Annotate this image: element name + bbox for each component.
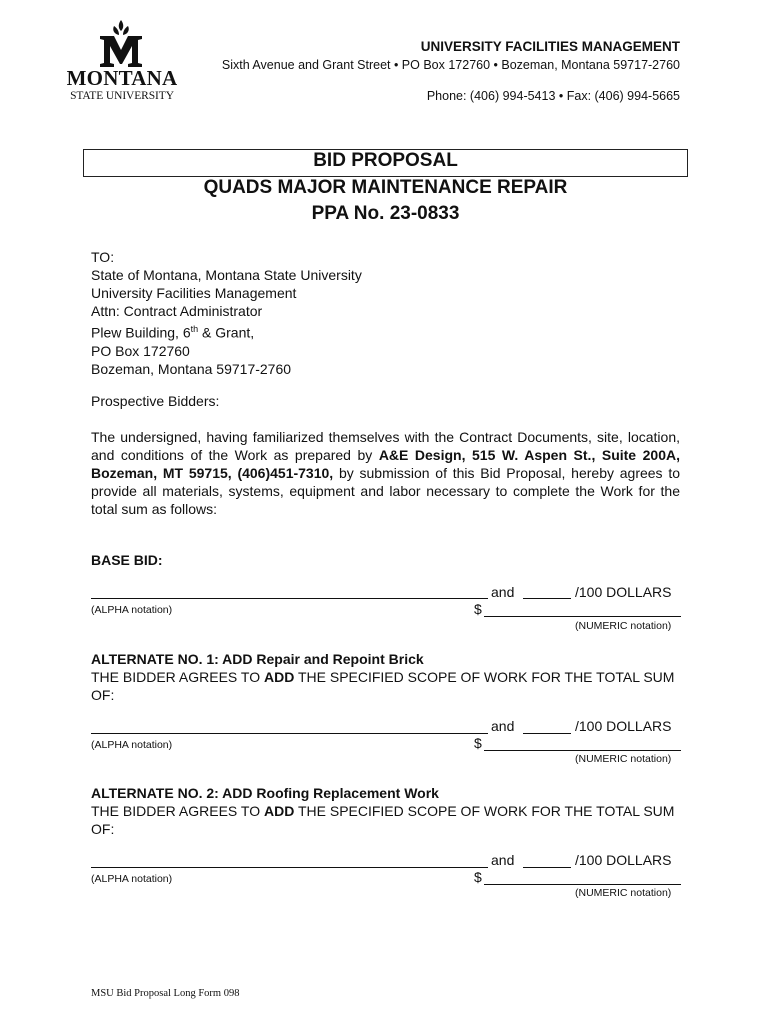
alternate-1-numeric-field[interactable] — [484, 750, 681, 751]
recipient-line: State of Montana, Montana State University — [91, 267, 362, 283]
logo-wordmark-state-university: STATE UNIVERSITY — [70, 90, 174, 102]
dollar-sign: $ — [474, 735, 482, 751]
alpha-notation-label: (ALPHA notation) — [91, 873, 173, 885]
recipient-line: PO Box 172760 — [91, 342, 190, 359]
agreement-paragraph: The undersigned, having familiarized themselves with the Contract Documents, site, location, and conditions of the Work as prepared by A&E Design, 515 W. Aspen St., Suite 200A, Bozeman, MT 59715, (406)451-7310, by submission of this Bid Proposal, hereby agrees to provide all materials, systems, equipment and labor necessary to complete the Work for the total sum as follows: — [91, 429, 680, 517]
base-bid-alpha-field[interactable] — [91, 598, 488, 599]
alternate-1-cents-field[interactable] — [523, 733, 571, 734]
alpha-notation-label: (ALPHA notation) — [91, 604, 173, 616]
numeric-notation-label: (NUMERIC notation) — [575, 753, 672, 765]
dollars-label: /100 DOLLARS — [575, 852, 672, 868]
dollars-label: /100 DOLLARS — [575, 584, 672, 600]
alternate-2-numeric-field[interactable] — [484, 884, 681, 885]
dollar-sign: $ — [474, 869, 482, 885]
base-bid-heading: BASE BID: — [91, 552, 163, 568]
to-label: TO: — [91, 249, 115, 265]
department-name: UNIVERSITY FACILITIES MANAGEMENT — [420, 39, 680, 54]
base-bid-cents-field[interactable] — [523, 598, 571, 599]
numeric-notation-label: (NUMERIC notation) — [575, 620, 672, 632]
and-label: and — [491, 584, 515, 600]
logo-wordmark-montana: MONTANA — [66, 66, 178, 90]
alternate-1-heading: ALTERNATE NO. 1: ADD Repair and Repoint Brick — [91, 651, 424, 667]
dollar-sign: $ — [474, 601, 482, 617]
department-address: Sixth Avenue and Grant Street • PO Box 172760 • Bozeman, Montana 59717-2760 — [221, 58, 680, 72]
alternate-1-section — [91, 650, 686, 704]
alternate-2-section — [91, 784, 686, 838]
recipient-address — [91, 248, 362, 378]
numeric-notation-label: (NUMERIC notation) — [575, 887, 672, 899]
alternate-1-alpha-field[interactable] — [91, 733, 488, 734]
alternate-2-heading: ALTERNATE NO. 2: ADD Roofing Replacement Work — [91, 785, 439, 801]
alternate-2-alpha-field[interactable] — [91, 867, 488, 868]
recipient-line: Attn: Contract Administrator — [91, 303, 263, 319]
project-name: QUADS MAJOR MAINTENANCE REPAIR — [203, 177, 568, 198]
base-bid-numeric-field[interactable] — [484, 616, 681, 617]
and-label: and — [491, 852, 515, 868]
alternate-2-cents-field[interactable] — [523, 867, 571, 868]
salutation: Prospective Bidders: — [91, 393, 220, 409]
dollars-label: /100 DOLLARS — [575, 718, 672, 734]
alternate-2-agreement: THE BIDDER AGREES TO ADD THE SPECIFIED SCOPE OF WORK FOR THE TOTAL SUM OF: — [91, 803, 675, 837]
department-phone-fax: Phone: (406) 994-5413 • Fax: (406) 994-5665 — [426, 89, 680, 103]
ppa-number: PPA No. 23-0833 — [311, 203, 460, 224]
alpha-notation-label: (ALPHA notation) — [91, 739, 173, 751]
recipient-line: University Facilities Management — [91, 285, 297, 301]
recipient-line: Plew Building, 6th & Grant, — [91, 324, 255, 341]
form-footer: MSU Bid Proposal Long Form 098 — [91, 988, 240, 999]
alternate-1-agreement: THE BIDDER AGREES TO ADD THE SPECIFIED SCOPE OF WORK FOR THE TOTAL SUM OF: — [91, 669, 675, 703]
and-label: and — [491, 718, 515, 734]
recipient-line: Bozeman, Montana 59717-2760 — [91, 360, 292, 377]
document-title: BID PROPOSAL — [313, 150, 458, 171]
